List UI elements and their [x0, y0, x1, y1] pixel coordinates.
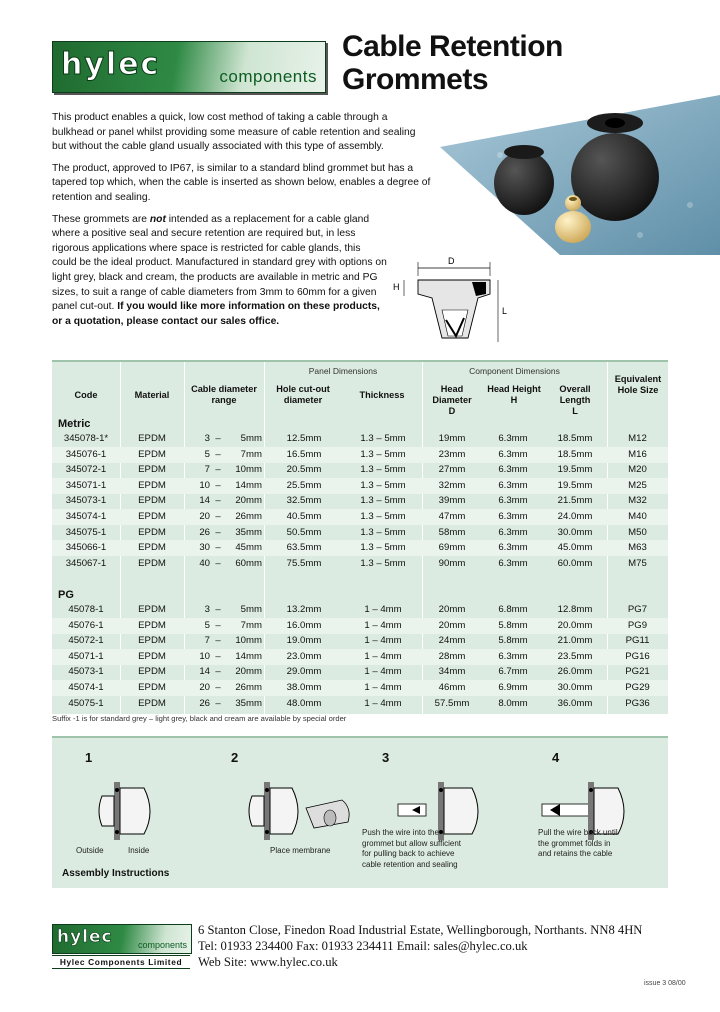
table-cell: 63.5mm	[286, 542, 322, 554]
table-cell: 19.5mm	[557, 464, 593, 476]
table-cell: 18.5mm	[557, 448, 593, 460]
cable-min: 3	[204, 433, 210, 444]
table-cell: 5.8mm	[498, 635, 528, 647]
table-cell: 345071-1	[65, 479, 107, 491]
cable-min: 26	[199, 697, 210, 709]
table-row	[52, 525, 668, 541]
table-row	[52, 602, 668, 618]
table-cell: 345073-1	[65, 495, 107, 507]
table-row	[52, 680, 668, 696]
table-cell: 30.0mm	[557, 526, 593, 538]
company-name: Hylec Components Limited	[52, 955, 190, 969]
table-cell: 13.2mm	[286, 604, 322, 615]
table-cell: 6.8mm	[498, 604, 528, 615]
hylec-logo	[52, 41, 326, 93]
col-overall-length: Overall Length L	[559, 384, 591, 416]
diagram-label-h: H	[393, 282, 400, 292]
table-cell: EPDM	[138, 619, 166, 631]
table-cell: 6.3mm	[498, 464, 528, 476]
logo-brand: hylec	[61, 47, 161, 82]
range-dash: –	[215, 495, 221, 507]
table-cell: EPDM	[138, 479, 166, 491]
range-dash: –	[215, 619, 221, 631]
table-row	[52, 509, 668, 525]
table-cell: 1.3 – 5mm	[360, 495, 406, 507]
table-cell: 1.3 – 5mm	[360, 511, 406, 522]
cable-min: 5	[204, 448, 210, 460]
table-cell: 19.0mm	[286, 635, 322, 647]
table-row	[52, 493, 668, 509]
cable-max: 10mm	[235, 635, 262, 647]
section-pg: PG	[58, 589, 74, 601]
range-dash: –	[215, 464, 221, 476]
intro-text	[52, 111, 432, 336]
table-cell: 1.3 – 5mm	[360, 433, 406, 444]
assembly-illustrations	[52, 738, 668, 888]
table-cell: 75.5mm	[286, 557, 322, 569]
table-cell: 20.5mm	[286, 464, 322, 476]
table-cell: 45.0mm	[557, 542, 593, 554]
step-2-drawing	[249, 782, 349, 840]
table-cell: M32	[628, 495, 647, 507]
cable-max: 7mm	[240, 619, 262, 631]
table-cell: 60.0mm	[557, 557, 593, 569]
step-1-outside-label: Outside	[76, 846, 104, 855]
table-cell: EPDM	[138, 604, 166, 615]
table-cell: 345072-1	[65, 464, 107, 476]
logo-sub: components	[219, 67, 317, 86]
table-cell: 50.5mm	[286, 526, 322, 538]
table-cell: 18.5mm	[557, 433, 593, 444]
cable-min: 7	[204, 464, 210, 476]
table-cell: EPDM	[138, 635, 166, 647]
cable-min: 40	[199, 557, 210, 569]
table-cell: 6.3mm	[498, 479, 528, 491]
product-table	[52, 360, 668, 714]
table-cell: 1.3 – 5mm	[360, 448, 406, 460]
intro-paragraph-1: This product enables a quick, low cost method of taking a cable through a bulkhead or panel whilst providing some measure of cable retention and sealing but without the cable gland usually associated with this type of assembly.	[52, 112, 416, 153]
table-cell: M12	[628, 433, 647, 444]
table-cell: 6.3mm	[498, 650, 528, 662]
cable-min: 3	[204, 604, 210, 615]
table-cell: 345075-1	[65, 526, 107, 538]
table-cell: 6.3mm	[498, 495, 528, 507]
table-cell: 40.5mm	[286, 511, 322, 522]
col-cable-range: Cable diameter range	[191, 384, 257, 405]
table-cell: 45073-1	[68, 666, 104, 678]
table-cell: EPDM	[138, 557, 166, 569]
table-cell: PG29	[625, 682, 650, 693]
table-row	[52, 696, 668, 712]
table-cell: 36.0mm	[557, 697, 593, 709]
table-cell: 21.0mm	[557, 635, 593, 647]
range-dash: –	[215, 433, 221, 444]
table-cell: 16.5mm	[286, 448, 322, 460]
step-2-caption: Place membrane	[270, 846, 331, 855]
table-cell: 345067-1	[65, 557, 107, 569]
table-cell: 29.0mm	[286, 666, 322, 678]
table-cell: 57.5mm	[434, 697, 470, 709]
table-cell: 1 – 4mm	[364, 666, 402, 678]
suffix-note: Suffix -1 is for standard grey – light grey, black and cream are available by special order	[52, 714, 347, 723]
table-cell: 45075-1	[68, 697, 104, 709]
diagram-label-l: L	[502, 306, 508, 316]
range-dash: –	[215, 650, 221, 662]
table-row	[52, 633, 668, 649]
col-material: Material	[134, 390, 170, 400]
contact-sales-note: If you would like more information on these products, or a quotation, please contact our sales office.	[52, 301, 380, 327]
cable-min: 14	[199, 495, 210, 507]
range-dash: –	[215, 604, 221, 615]
col-head-diameter: Head Diameter D	[432, 384, 472, 416]
table-row	[52, 556, 668, 572]
step-1-number: 1	[85, 750, 93, 765]
table-cell: PG36	[625, 697, 650, 709]
table-cell: 1 – 4mm	[364, 682, 402, 693]
table-cell: 45072-1	[68, 635, 104, 647]
table-cell: 1 – 4mm	[364, 650, 402, 662]
table-cell: 39mm	[438, 495, 466, 507]
table-row	[52, 431, 668, 447]
cable-min: 10	[199, 650, 210, 662]
table-cell: 1.3 – 5mm	[360, 464, 406, 476]
table-cell: 345066-1	[65, 542, 107, 554]
step-3-number: 3	[382, 750, 390, 765]
table-cell: 8.0mm	[498, 697, 528, 709]
table-cell: 28mm	[438, 650, 466, 662]
assembly-title: Assembly Instructions	[62, 868, 170, 879]
table-cell: M40	[628, 511, 647, 522]
cable-min: 5	[204, 619, 210, 631]
address-line: 6 Stanton Close, Finedon Road Industrial Estate, Wellingborough, Northants. NN8 4HN	[198, 923, 643, 937]
table-cell: 1.3 – 5mm	[360, 557, 406, 569]
table-row	[52, 664, 668, 680]
table-cell: 19mm	[438, 433, 466, 444]
table-cell: 19.5mm	[557, 479, 593, 491]
cable-min: 10	[199, 479, 210, 491]
table-row	[52, 540, 668, 556]
cable-min: 7	[204, 635, 210, 647]
cable-max: 14mm	[235, 650, 262, 662]
website-line: Web Site: www.hylec.co.uk	[198, 955, 338, 969]
table-cell: 5.8mm	[498, 619, 528, 631]
table-cell: 6.9mm	[498, 682, 528, 693]
col-hole-cutout: Hole cut-out diameter	[276, 384, 330, 405]
col-thickness: Thickness	[359, 390, 405, 400]
table-cell: 12.8mm	[557, 604, 593, 615]
table-cell: 30.0mm	[557, 682, 593, 693]
cable-max: 45mm	[235, 542, 262, 554]
cable-min: 14	[199, 666, 210, 678]
table-cell: 1.3 – 5mm	[360, 479, 406, 491]
table-cell: M50	[628, 526, 647, 538]
section-metric: Metric	[58, 418, 91, 430]
col-code: Code	[74, 390, 98, 400]
cable-max: 5mm	[240, 604, 262, 615]
table-cell: 1 – 4mm	[364, 604, 402, 615]
step-4-caption: Pull the wire back until the grommet folds in and retains the cable	[538, 828, 618, 858]
table-cell: 6.3mm	[498, 542, 528, 554]
issue-label: issue 3 08/00	[644, 980, 686, 987]
table-cell: EPDM	[138, 433, 166, 444]
table-cell: 345074-1	[65, 511, 107, 522]
range-dash: –	[215, 682, 221, 693]
table-cell: 20mm	[438, 604, 466, 615]
cable-max: 5mm	[240, 433, 262, 444]
table-cell: 46mm	[438, 682, 466, 693]
table-cell: 16.0mm	[286, 619, 322, 631]
table-cell: 20.0mm	[557, 619, 593, 631]
cable-min: 26	[199, 526, 210, 538]
step-4-number: 4	[552, 750, 560, 765]
table-cell: 90mm	[438, 557, 466, 569]
cable-max: 20mm	[235, 495, 262, 507]
cable-max: 26mm	[235, 682, 262, 693]
col-equivalent-hole: Equivalent Hole Size	[614, 374, 662, 395]
intro-paragraph-3: These grommets are not intended as a replacement for a cable gland where a positive seal and secure retention are required but, in less rigorous applications where space is restricted for cable glands, this could be the ideal product. Manufactured in standard grey with options on light grey, black and cream, the products are available in metric and PG sizes, to suit a range of cable diameters from 3mm to 60mm for a given panel cut-out. If you would like more information on these products, or a quotation, please contact our sales office.	[52, 213, 387, 327]
table-cell: 38.0mm	[286, 682, 322, 693]
table-cell: 21.5mm	[557, 495, 593, 507]
table-cell: 48.0mm	[286, 697, 322, 709]
table-cell: EPDM	[138, 448, 166, 460]
table-cell: 32mm	[438, 479, 466, 491]
table-cell: 24mm	[438, 635, 466, 647]
table-cell: 25.5mm	[286, 479, 322, 491]
table-cell: EPDM	[138, 666, 166, 678]
table-cell: 24.0mm	[557, 511, 593, 522]
table-cell: 23mm	[438, 448, 466, 460]
table-cell: 6.7mm	[498, 666, 528, 678]
cable-max: 60mm	[235, 557, 262, 569]
table-cell: 58mm	[438, 526, 466, 538]
table-cell: M75	[628, 557, 647, 569]
table-cell: 34mm	[438, 666, 466, 678]
cable-min: 20	[199, 511, 210, 522]
table-cell: PG11	[625, 635, 650, 647]
cable-max: 20mm	[235, 666, 262, 678]
assembly-panel	[52, 736, 668, 888]
table-cell: PG16	[625, 650, 650, 662]
footer-logo: hylec components	[52, 924, 192, 954]
table-cell: EPDM	[138, 682, 166, 693]
table-cell: 1 – 4mm	[364, 635, 402, 647]
product-photo	[440, 95, 720, 255]
cable-min: 30	[199, 542, 210, 554]
cable-max: 35mm	[235, 697, 262, 709]
table-row	[52, 447, 668, 463]
range-dash: –	[215, 666, 221, 678]
cable-max: 26mm	[235, 511, 262, 522]
cable-max: 7mm	[240, 448, 262, 460]
step-1-drawing	[99, 782, 150, 840]
dimension-diagram	[390, 250, 520, 350]
range-dash: –	[215, 511, 221, 522]
diagram-label-d: D	[448, 256, 455, 266]
table-cell: 1.3 – 5mm	[360, 542, 406, 554]
table-cell: 23.0mm	[286, 650, 322, 662]
table-cell: M20	[628, 464, 647, 476]
step-1-inside-label: Inside	[128, 846, 150, 855]
table-cell: EPDM	[138, 650, 166, 662]
table-cell: 45076-1	[68, 619, 104, 631]
range-dash: –	[215, 557, 221, 569]
table-row	[52, 478, 668, 494]
col-head-height: Head Height H	[487, 384, 541, 405]
cable-max: 10mm	[235, 464, 262, 476]
table-cell: 45078-1	[68, 604, 104, 615]
table-cell: 1 – 4mm	[364, 619, 402, 631]
table-cell: 26.0mm	[557, 666, 593, 678]
cable-max: 14mm	[235, 479, 262, 491]
table-cell: M25	[628, 479, 647, 491]
range-dash: –	[215, 479, 221, 491]
table-cell: EPDM	[138, 511, 166, 522]
table-row	[52, 462, 668, 478]
table-cell: 32.5mm	[286, 495, 322, 507]
table-cell: 20mm	[438, 619, 466, 631]
table-cell: 1 – 4mm	[364, 697, 402, 709]
table-cell: 6.3mm	[498, 557, 528, 569]
table-cell: 27mm	[438, 464, 466, 476]
group-panel-dimensions: Panel Dimensions	[308, 366, 378, 376]
page-title: Cable Retention Grommets	[342, 30, 563, 96]
table-cell: M63	[628, 542, 647, 554]
table-cell: 12.5mm	[286, 433, 322, 444]
table-row	[52, 649, 668, 665]
contact-address	[198, 922, 642, 970]
range-dash: –	[215, 526, 221, 538]
step-3-caption: Push the wire into the grommet but allow sufficient for pulling back to achieve cable retention and sealing	[362, 828, 462, 869]
range-dash: –	[215, 448, 221, 460]
table-cell: 6.3mm	[498, 448, 528, 460]
table-cell: PG9	[627, 619, 648, 631]
range-dash: –	[215, 542, 221, 554]
table-cell: 23.5mm	[557, 650, 593, 662]
table-cell: 69mm	[438, 542, 466, 554]
table-cell: 345078-1*	[63, 433, 109, 444]
cable-min: 20	[199, 682, 210, 693]
table-cell: 45071-1	[68, 650, 104, 662]
table-cell: EPDM	[138, 526, 166, 538]
cable-max: 35mm	[235, 526, 262, 538]
table-cell: 6.3mm	[498, 526, 528, 538]
table-cell: 345076-1	[65, 448, 107, 460]
table-cell: 47mm	[438, 511, 466, 522]
table-cell: PG21	[625, 666, 650, 678]
table-cell: PG7	[627, 604, 648, 615]
intro-paragraph-2: The product, approved to IP67, is similar to a standard blind grommet but has a tapered top which, when the cable is inserted as shown below, enables a degree of retention and sealing.	[52, 162, 431, 203]
table-cell: EPDM	[138, 542, 166, 554]
phone-email-line: Tel: 01933 234400 Fax: 01933 234411 Email: sales@hylec.co.uk	[198, 939, 528, 953]
table-cell: EPDM	[138, 697, 166, 709]
table-cell: 6.3mm	[498, 511, 528, 522]
table-cell: 45074-1	[68, 682, 104, 693]
table-cell: M16	[628, 448, 647, 460]
table-cell: 1.3 – 5mm	[360, 526, 406, 538]
range-dash: –	[215, 697, 221, 709]
table-cell: EPDM	[138, 495, 166, 507]
table-cell: 6.3mm	[498, 433, 528, 444]
range-dash: –	[215, 635, 221, 647]
step-2-number: 2	[231, 750, 239, 765]
table-row	[52, 618, 668, 634]
group-component-dimensions: Component Dimensions	[469, 366, 560, 376]
table-cell: EPDM	[138, 464, 166, 476]
